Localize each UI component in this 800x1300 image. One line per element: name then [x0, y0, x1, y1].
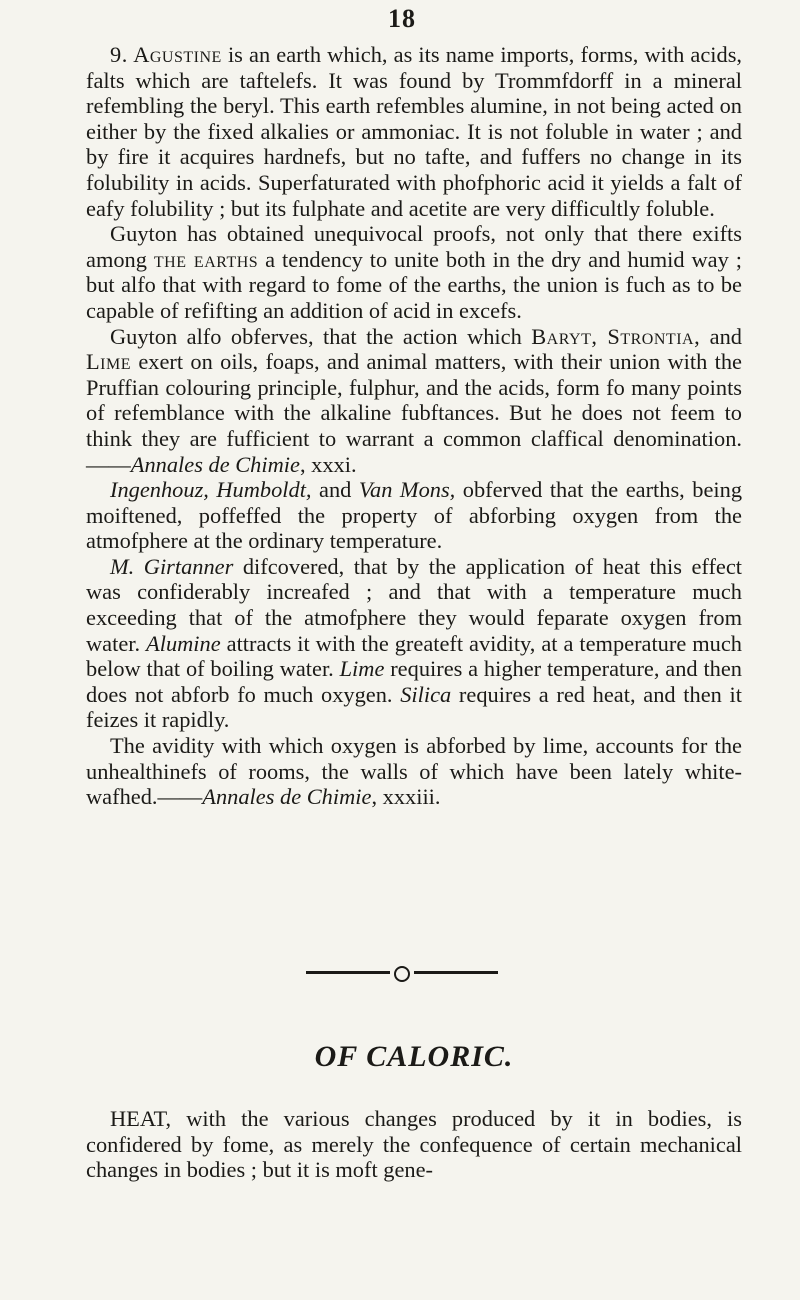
term-the-earths: the earths — [153, 246, 259, 272]
page-number: 18 — [388, 4, 416, 33]
paragraph-guyton-baryt — [86, 324, 742, 478]
paragraph-guyton-earths — [86, 221, 742, 323]
citation-volume: , xxxiii. — [371, 784, 441, 810]
paragraph-text: and — [311, 477, 359, 503]
paragraph-girtanner — [86, 554, 742, 733]
term-agustine: 9. Agustine — [110, 42, 222, 67]
term-lime: Lime — [339, 656, 385, 682]
author-names: Ingenhouz, Humboldt, — [110, 477, 312, 503]
paragraph-text: The avidity with which oxygen is abforbed by lime, accounts for the unhealthinefs of rooms, the walls of which have been lately white-wafhed. — [86, 733, 742, 810]
paragraph-text: a tendency to unite both in the dry and humid way ; but alfo that with regard to fome of the earths, the union is fuch as to be capable of refifting an addition of acid in excefs. — [86, 246, 742, 323]
citation-dash: —— — [157, 784, 203, 810]
term-heat: HEAT, — [110, 1106, 172, 1131]
paragraph-text: requires a higher temperature, and then does not abforb fo much oxygen. — [86, 656, 742, 707]
paragraph-text: with the various changes produced by it in bodies, is confidered by fome, as merely the confequence of certain mechanical changes in bodies ; but it is moft gene- — [86, 1106, 742, 1183]
paragraph-text: exert on oils, foaps, and animal matters, with their union with the Pruffian colouring principle, fulphur, and the acids, form fo many points of refemblance with the alkaline fubftances. But he does not feem to think they are fufficient to warrant a common claffical denomination. — [86, 349, 742, 451]
author-names: M. Girtanner — [110, 553, 234, 579]
paragraph-text: difcovered, that by the application of heat this effect was confiderably increafed ; and that with a temperature much exceeding that of the atmofphere they would feparate oxygen from water. — [86, 553, 742, 656]
citation-volume: , xxxi. — [299, 451, 357, 477]
citation-title: Annales de Chimie — [202, 784, 372, 810]
section-divider-ornament — [306, 966, 498, 980]
paragraph-agustine — [86, 42, 742, 221]
citation-dash: —— — [86, 451, 131, 477]
paragraph-text: attracts it with the greateft avidity, at a temperature much below that of boiling water. — [86, 630, 742, 682]
paragraph-text: is an earth which, as its name imports, forms, with acids, falts which are taftelefs. It was found by Trommfdorff in a mineral refembling the beryl. This earth refembles alumine, in not being acted on either by the fixed alkalies or ammoniac. It is not foluble in water ; and by fire it acquires hardnefs, but no tafte, and fuffers no change in its folubility in acids. Superfaturated with phofphoric acid it yields a falt of eafy folubility ; but its fulphate and acetite are very difficultly foluble. — [86, 42, 743, 221]
paragraph-heat — [86, 1106, 742, 1183]
paragraph-text: obferved that the earths, being moiftened, poffeffed the property of abforbing oxygen from the atmofphere at the ordinary temperature. — [86, 477, 743, 554]
body-text — [86, 42, 742, 810]
section-body-text — [86, 1106, 742, 1183]
divider-bar — [414, 971, 498, 974]
paragraph-text: requires a red heat, and then it feizes it rapidly. — [86, 681, 742, 733]
term-lime: Lime — [86, 349, 132, 375]
paragraph-text: and — [700, 323, 742, 349]
paragraph-text: Guyton alfo obferves, that the action which — [110, 323, 532, 349]
divider-bar — [306, 971, 390, 974]
author-names: Van Mons, — [358, 477, 456, 503]
term-alumine: Alumine — [146, 630, 221, 656]
divider-circle — [394, 966, 410, 982]
paragraph-ingenhouz — [86, 477, 742, 554]
citation-title: Annales de Chimie — [130, 451, 300, 477]
paragraph-text: Guyton has obtained unequivocal proofs, not only that there exifts among — [86, 221, 742, 272]
section-title: OF CALORIC. — [314, 1040, 514, 1073]
term-baryt-strontia: Baryt, Strontia, — [531, 323, 701, 349]
term-silica: Silica — [400, 681, 452, 707]
paragraph-avidity — [86, 733, 742, 810]
